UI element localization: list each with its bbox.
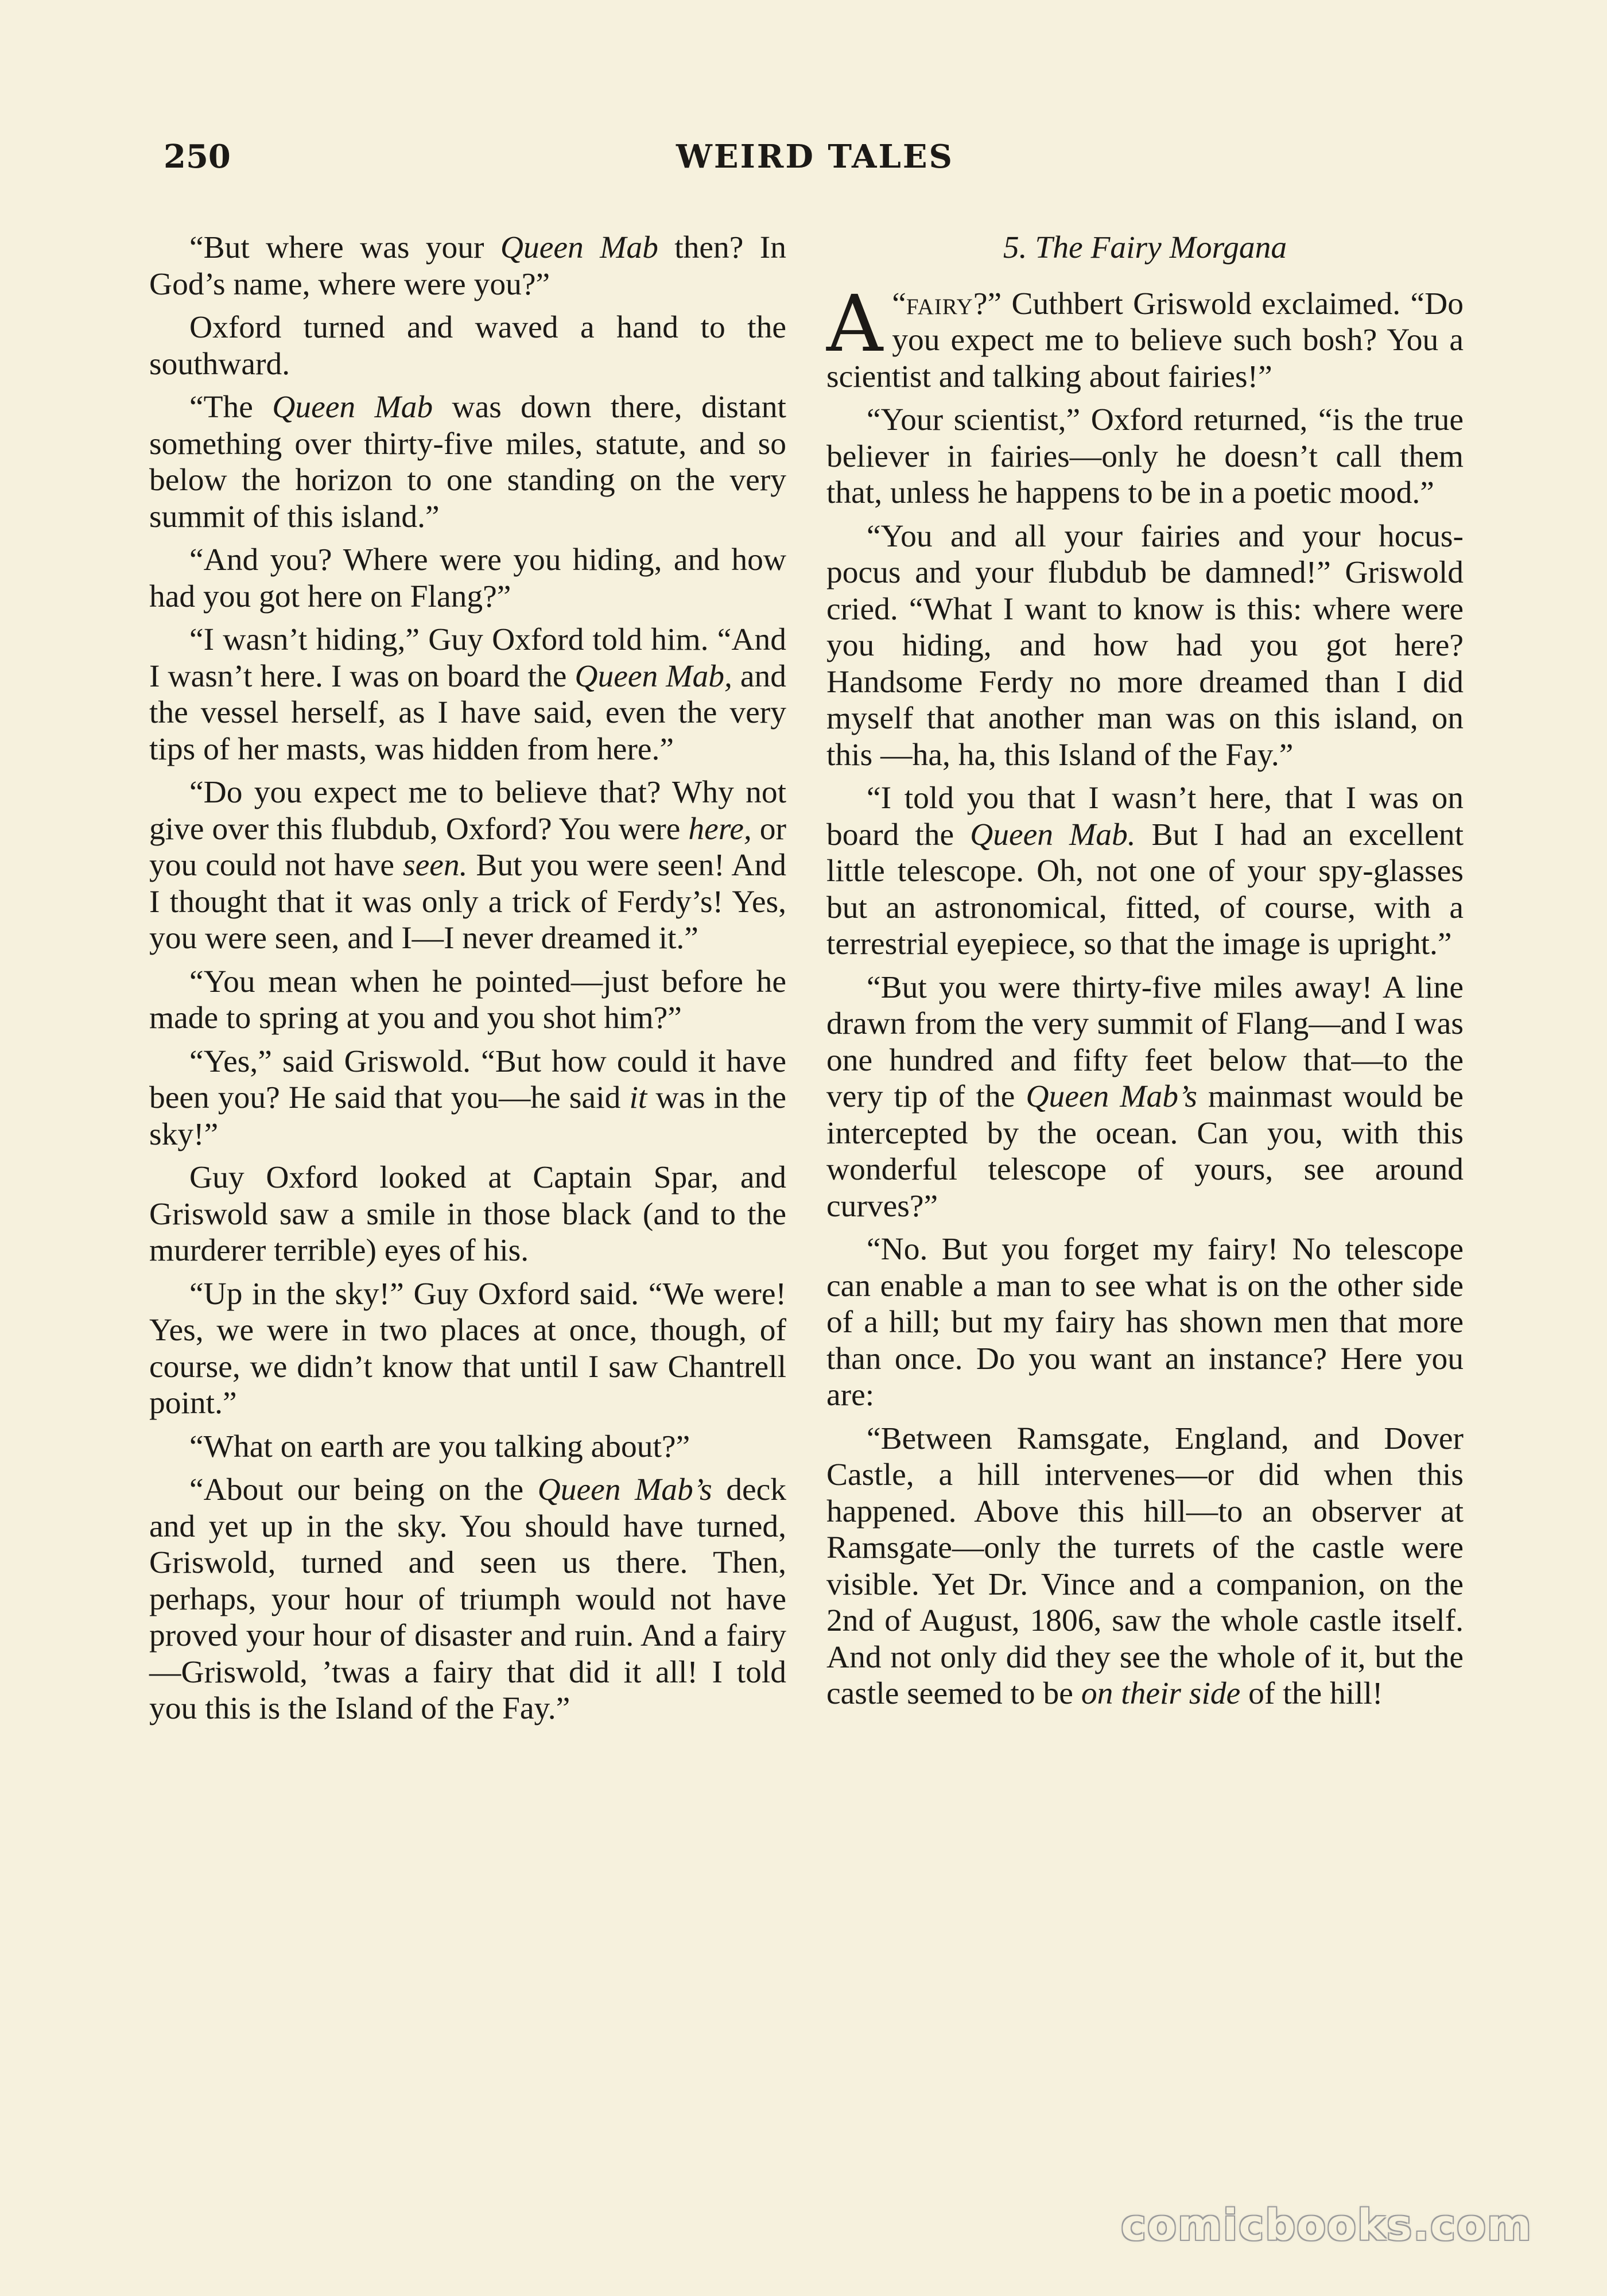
- italic-run: Queen Mab: [500, 230, 658, 265]
- text-run: “No. But you forget my fairy! No telescope can enable a man to see what is on the other side of a hill; but my fairy has shown men that more than once. Do you want an instance? Here you are:: [826, 1232, 1464, 1413]
- opening-smallcaps: fairy: [906, 286, 973, 321]
- text-run: But I had an excellent little telescope. Oh, not one of your spy-glasses but an astronomical, fitted, of course, with a terrestrial eyepiece, so that the image is upright.”: [826, 817, 1464, 961]
- paragraph: [149, 1276, 786, 1422]
- paragraph: [149, 964, 786, 1037]
- paragraph: [149, 309, 786, 382]
- text-run: “About our being on the: [189, 1472, 538, 1507]
- text-run: “Between Ramsgate, England, and Dover Castle, a hill intervenes—or did when this happened. Above this hill—to an observer at Ramsgate—only the turrets of the castle were visible. Yet Dr. Vince and a companion, on the 2nd of August, 1806, saw the whole castle itself. And not only did they see the whole of it, but the castle seemed to be: [826, 1421, 1464, 1711]
- text-run: “But you were thirty-five miles away! A line drawn from the very summit of Flang—and I was one hundred and fifty feet below that—to the very tip of the: [826, 969, 1464, 1114]
- paragraph: [149, 1429, 786, 1465]
- paragraph: [149, 230, 786, 302]
- text-run: and the vessel herself, as I have said, even the very tips of her masts, was hidden from here.”: [149, 658, 786, 767]
- text-run: “I told you that I wasn’t here, that I was on board the: [826, 781, 1464, 852]
- text-run: “What on earth are you talking about?”: [189, 1429, 690, 1464]
- paragraph: [149, 389, 786, 535]
- paragraph: [149, 1159, 786, 1269]
- text-run: deck and yet up in the sky. You should have turned, Griswold, turned and seen us there. Then, perhaps, your hour of triumph would not have proved your hour of disaster and ruin. And a fairy—Griswold, ’twas a fairy that did it all! I told you this is the Island of the Fay.”: [149, 1472, 786, 1726]
- text-run: “And you? Where were you hiding, and how had you got here on Flang?”: [149, 542, 786, 614]
- paragraph: [149, 542, 786, 615]
- italic-run: it: [629, 1080, 647, 1115]
- text-run: But you were seen! And I thought that it was only a trick of Ferdy’s! Yes, you were seen, and I—I never dreamed it.”: [149, 848, 786, 956]
- paragraph: [149, 622, 786, 767]
- italic-run: here,: [688, 811, 752, 847]
- italic-run: Queen Mab’s: [1026, 1079, 1197, 1114]
- italic-run: on their side: [1081, 1676, 1241, 1711]
- site-watermark: comicbooks.com: [1121, 2201, 1532, 2250]
- right-column: [826, 230, 1464, 1719]
- text-run: Oxford turned and waved a hand to the southward.: [149, 310, 786, 382]
- opening-quote: “: [892, 286, 906, 321]
- left-column: [149, 230, 786, 1734]
- paragraph: [149, 1472, 786, 1727]
- text-run: “Yes,” said Griswold. “But how could it have been you? He said that you—he said: [149, 1044, 786, 1115]
- italic-run: Queen Mab.: [970, 817, 1136, 852]
- text-run: was down there, distant something over thirty-five miles, statute, and so below the horizon to one standing on the very summit of this island.”: [149, 390, 786, 534]
- text-run: “You mean when he pointed—just before he made to spring at you and you shot him?”: [149, 964, 786, 1035]
- text-run: Guy Oxford looked at Captain Spar, and Griswold saw a smile in those black (and to the murderer terrible) eyes of his.: [149, 1160, 786, 1268]
- text-run: or you could not have: [149, 811, 786, 883]
- paragraph: [826, 780, 1464, 963]
- text-run: “I wasn’t hiding,” Guy Oxford told him. “And I wasn’t here. I was on board the: [149, 622, 786, 694]
- paragraph: [149, 1044, 786, 1153]
- paragraph: [826, 518, 1464, 774]
- right-column-body: [826, 402, 1464, 1712]
- text-run: was in the sky!”: [149, 1080, 786, 1152]
- text-run: “But where was your: [189, 230, 500, 265]
- paragraph: [826, 402, 1464, 511]
- page-number: 250: [164, 138, 231, 176]
- italic-run: Queen Mab,: [575, 658, 732, 694]
- paragraph: [826, 1231, 1464, 1414]
- italic-run: Queen Mab: [272, 390, 433, 425]
- opening-text: ?” Cuthbert Griswold exclaimed. “Do you expect me to believe such bosh? You a scientist and talking about fairies!”: [826, 286, 1464, 394]
- section-title: 5. The Fairy Morgana: [1003, 230, 1287, 265]
- paragraph: [826, 969, 1464, 1225]
- text-run: mainmast would be intercepted by the ocean. Can you, with this wonderful telescope of yours, see around curves?”: [826, 1079, 1464, 1224]
- drop-cap: A: [826, 278, 883, 370]
- paragraph: [149, 774, 786, 957]
- text-run: “Up in the sky!” Guy Oxford said. “We were! Yes, we were in two places at once, though, of course, we didn’t know that until I saw Chantrell point.”: [149, 1276, 786, 1421]
- text-run: “The: [189, 390, 273, 425]
- text-run: “Do you expect me to believe that? Why not give over this flubdub, Oxford? You were: [149, 775, 786, 847]
- page-header: [164, 138, 1466, 184]
- text-run: of the hill!: [1240, 1676, 1383, 1711]
- text-run: “Your scientist,” Oxford returned, “is the true believer in fairies—only he doesn’t call them that, unless he happens to be in a poetic mood.”: [826, 402, 1464, 510]
- text-run: then? In God’s name, where were you?”: [149, 230, 787, 302]
- opening-paragraph: [826, 278, 1464, 395]
- italic-run: Queen Mab’s: [537, 1472, 712, 1507]
- italic-run: seen.: [402, 848, 468, 883]
- running-head: WEIRD TALES: [676, 138, 954, 176]
- text-run: “You and all your fairies and your hocus-pocus and your flubdub be damned!” Griswold cried. “What I want to know is this: where were you hiding, and how had you got here? Handsome Ferdy no more dreamed than I did myself that another man was on this island, on this —ha, ha, this Island of the Fay.”: [826, 518, 1464, 773]
- paragraph: [826, 1421, 1464, 1712]
